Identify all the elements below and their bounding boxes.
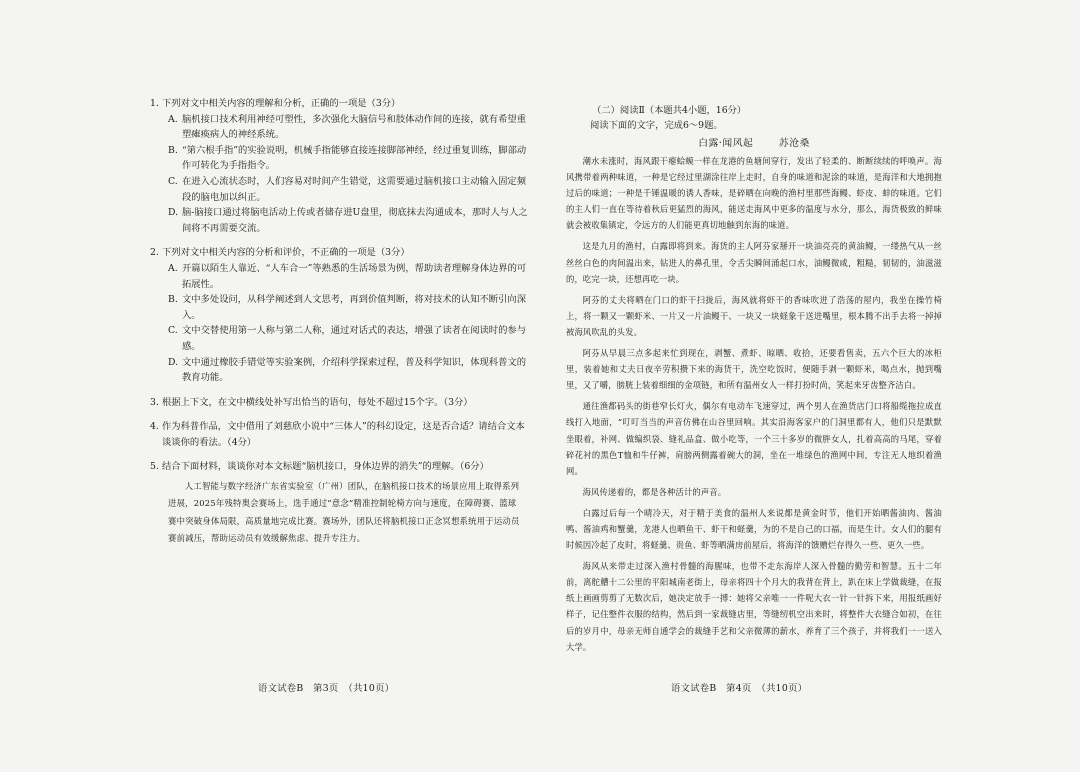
option-d	[150, 355, 530, 386]
article-paragraph: 阿芬的丈夫将晒在门口的虾干扫拢后，海风就将虾干的香味吹进了浩荡的屋内，我坐在操竹椅上，将一颗又一颗虾米、一片又一片油鳗干、一块又一块蛏象干送进嘴里，根本腾不出手去将一掉掉被海风吹乱的头发。	[566, 294, 942, 337]
article-paragraph: 通往渔都码头的街巷窄长灯火，偶尔有电动车飞速穿过，两个男人在渔货店门口将船缆拖拉成直线打入地面，“叮叮当当的声音仿佛在山谷里回响。其实沿海客家户的门洞里都有人，他们只是默默坐眼着，补网、做编织袋、缝礼品盒、做小吃等，一个三十多岁的微胖女人，扎着高高的马尾，穿着碎花衬的黑色T恤和牛仔裤，肩膀两侧露着碗大的洞，坐在一堆绿色的渔网中间，专注无人地织着渔网。	[566, 401, 942, 476]
option-text: 在进入心流状态时，人们容易对时间产生错觉，这需要通过脑机接口主动输入固定频段的脑电加以纠正。	[182, 175, 526, 203]
option-letter: A.	[168, 262, 178, 274]
option-letter: C.	[168, 325, 178, 337]
article-paragraph: 阿芬从早晨三点多起来忙到现在，剥蟹、煮虾、晾晒、收拾，还要看售卖，五六个巨大的冰柜里，装着她和丈夫日夜辛劳积攒下来的海货干，洗空吃饭时，便随手剥一颗虾米，喝点水，抛到嘴里，又了嚼，膀胱上装着细细的金项链，和所有温州女人一样打扮时尚，笑起来牙齿整齐洁白。	[566, 348, 942, 391]
option-c	[150, 174, 530, 205]
option-d	[150, 205, 530, 236]
question-stem: 下列对文中相关内容的理解和分析，正确的一项是（3分）	[162, 98, 401, 109]
option-text: 脑-脑接口通过将脑电活动上传或者储存进U盘里，彻底抹去沟通成本，那时人与人之间将不再需要交流。	[182, 207, 528, 234]
option-text: 文中交替使用第一人称与第二人称，通过对话式的表达，增强了读者在阅读时的参与感。	[182, 325, 526, 352]
option-letter: D.	[168, 207, 179, 219]
article-paragraph: 白露过后每一个晴冷天，对于精于美食的温州人来说都是黄金时节，他们开始晒酱油肉、酱油鸭、酱油鸡和蟹羹，龙港人也晒鱼干、虾干和蛏羹，为的不是自己的口福，而是生计。女人们的腿有时候因冷起了皮时，将蛏羹、贵鱼、虾等晒满房前屋后，将海洋的馈赠烂存得久一些、更久一些。	[566, 507, 942, 551]
option-text: “第六根手指”的实验说明，机械手指能够直接连接脚部神经，经过重复训练，脚部动作可转化为手指指令。	[182, 144, 527, 172]
article-paragraph: 海风传递着的，都是各种活计的声音。	[582, 486, 727, 497]
right-page	[566, 103, 942, 660]
option-a	[150, 112, 530, 143]
option-letter: A.	[168, 113, 178, 125]
option-letter: C.	[168, 175, 178, 187]
article-body	[566, 153, 942, 655]
question-stem: 作为科普作品，文中借用了刘慈欣小说中“三体人”的科幻设定，这是否合适？请结合文本谈谈你的看法。（4分）	[162, 421, 525, 448]
article-title: 白露·闻风起	[698, 138, 754, 149]
option-text: 文中多处设问，从科学阐述到人文思考，再到价值判断，将对技术的认知不断引向深入。	[182, 294, 526, 321]
question-stem: 结合下面材料，谈谈你对本文标题“脑机接口，身体边界的消失”的理解。（6分）	[162, 461, 489, 473]
article-author: 苏沧桑	[778, 138, 810, 149]
option-letter: B.	[168, 144, 178, 156]
question-number: 4.	[150, 421, 159, 433]
option-text: 文中通过橡胶手错觉等实验案例，介绍科学探索过程，普及科学知识，体现科普文的教育功能。	[182, 356, 526, 384]
question-number: 1.	[150, 98, 159, 109]
option-b	[150, 292, 530, 323]
option-a	[150, 261, 530, 292]
reading-instruction: 阅读下面的文字，完成6～9题。	[590, 120, 723, 131]
option-letter: B.	[168, 294, 178, 306]
question-number: 3.	[150, 396, 159, 408]
question-5	[150, 459, 530, 547]
question-number: 5.	[150, 461, 159, 473]
question-stem: 根据上下文，在文中横线处补写出恰当的语句，每处不超过15个字。（3分）	[162, 396, 473, 408]
article-paragraph: 潮水未涨时，海风跟干瘪蛤蟆一样在龙港的鱼塘间穿行，发出了轻柔的、断断续续的呼唤声。海风携带着两种味道，一种是它经过里湖涂往岸上走时，自身的味道和泥涂的味道，是海洋和大地拥抱过后的味道；一种是千锤温暖的诱人香味，是碎晒在向晚的渔村里那些海鳗、虾皮、蚌的味道。它们的主人们一直在等待着秋后更猛烈的海风，能送走海风中更多的温度与水分，那么，海货极致的鲜味就会被收集镇定，令远方的人们能更真切地触到东海的味道。	[566, 156, 942, 231]
option-b	[150, 143, 530, 174]
left-page	[150, 96, 530, 548]
question-3	[150, 395, 530, 411]
option-text: 开篇以陌生人靠近、“人车合一”等熟悉的生活场景为例，帮助读者理解身体边界的可拓展性。	[182, 262, 527, 290]
question-material: 人工智能与数字经济广东省实验室（广州）团队，在脑机接口技术的场景应用上取得系列进展，2025年残特奥会赛场上，选手通过“意念”精准控制轮椅方向与速度，在障碍赛、篮球赛中突破身体局限，高质量地完成比赛。赛场外，团队还将脑机接口正念冥想系统用于运动员赛前减压，帮助运动员有效缓解焦虑、提升专注力。	[168, 481, 520, 544]
article-paragraph: 海风从来带走过深入渔村骨髓的海腥味，也带不走东海岸人深入骨髓的勤劳和智慧。五十二年前，离舵艚十二公里的平阳城南老街上，母亲将四十个月大的我背在背上，趴在床上学做裁缝，在报纸上画画剪剪了无数次后，她决定放手一搏：她将父亲唯一一件呢大衣一针一针拆下来，用报纸画好样子，记住整件衣服的结构，然后到一家裁缝店里，等缝纫机空出来时，将整件大衣缝合如初，在往后的岁月中，母亲无师自通学会的裁缝手艺和父亲微薄的薪水，养育了三个孩子，并将我们一一送入大学。	[566, 561, 942, 652]
option-c	[150, 323, 530, 354]
question-4	[150, 419, 530, 450]
page-footer-left: 语文试卷B 第3页 （共10页）	[258, 683, 395, 694]
article-paragraph: 这是九月的渔村，白露即将到来。海货的主人阿芬家掰开一块油亮亮的黄油鳗，一缕热气从一丝丝丝白色的肉间温出来，钻进人的鼻孔里，令舌尖瞬间涌起口水，油鳗微咸，粗糙，韧韧的，油滋滋的，吃完一块，还想再吃一块。	[566, 241, 942, 284]
question-number: 2.	[150, 247, 159, 259]
section-title: （二）阅读Ⅱ（本题共4小题，16分）	[592, 105, 747, 116]
option-text: 脑机接口技术利用神经可塑性，多次强化大脑信号和肢体动作间的连接，就有希望重塑瘫痪病人的神经系统。	[182, 113, 526, 141]
page-footer-right: 语文试卷B 第4页 （共10页）	[671, 683, 808, 694]
question-1	[150, 96, 530, 236]
article-heading	[566, 135, 942, 153]
question-2	[150, 245, 530, 385]
option-letter: D.	[168, 356, 179, 368]
question-stem: 下列对文中相关内容的分析和评价，不正确的一项是（3分）	[162, 247, 410, 259]
